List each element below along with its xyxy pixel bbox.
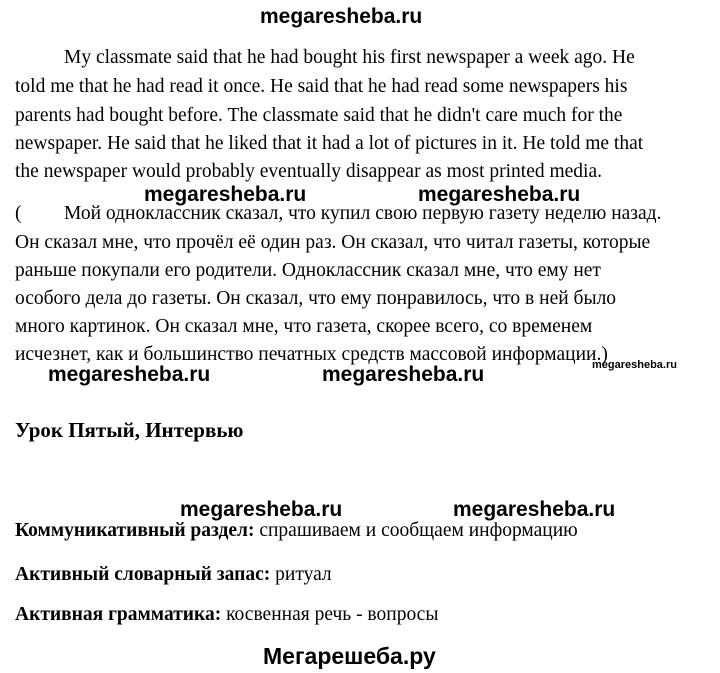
russian-open-paren: ( (15, 203, 22, 224)
watermark-lower-right: megaresheba.ru (322, 363, 485, 386)
russian-line: исчезнет, как и большинство печатных средств массовой информации.) (15, 344, 608, 365)
info-value: спрашиваем и сообщаем информацию (259, 520, 578, 541)
info-label: Активный словарный запас: (15, 564, 271, 585)
english-line: newspaper. He said that he liked that it had a lot of pictures in it. He told me that (15, 133, 644, 154)
russian-line: Мой одноклассник сказал, что купил свою первую газету неделю назад. (64, 203, 662, 224)
watermark-top: megaresheba.ru (260, 5, 423, 28)
watermark-side-small: megaresheba.ru (592, 359, 677, 371)
watermark-lower-left: megaresheba.ru (48, 363, 211, 386)
info-label: Активная грамматика: (15, 604, 222, 625)
info-row-communicative (15, 521, 578, 541)
lesson-title: Урок Пятый, Интервью (15, 418, 244, 442)
info-value: ритуал (275, 564, 332, 585)
info-row-vocabulary (15, 565, 332, 585)
watermark-mid-right: megaresheba.ru (418, 183, 581, 206)
english-line: My classmate said that he had bought his first newspaper a week ago. He (64, 47, 635, 68)
english-line: parents had bought before. The classmate said that he didn't care much for the (15, 105, 623, 126)
english-line: told me that he had read it once. He said that he had read some newspapers his (15, 76, 628, 97)
info-row-grammar (15, 605, 438, 625)
watermark-footer: Мегарешеба.ру (263, 643, 436, 669)
english-line: the newspaper would probably eventually disappear as most printed media. (15, 161, 602, 182)
russian-line: Он сказал мне, что прочёл её один раз. Он сказал, что читал газеты, которые (15, 232, 651, 253)
watermark-section-right: megaresheba.ru (453, 498, 616, 521)
russian-line: особого дела до газеты. Он сказал, что ему понравилось, что в ней было (15, 288, 617, 309)
watermark-mid-left: megaresheba.ru (144, 183, 307, 206)
russian-line: много картинок. Он сказал мне, что газета, скорее всего, со временем (15, 316, 593, 337)
info-value: косвенная речь - вопросы (226, 604, 439, 625)
russian-line: раньше покупали его родители. Одноклассник сказал мне, что ему нет (15, 260, 601, 281)
info-label: Коммуникативный раздел: (15, 520, 255, 541)
watermark-section-left: megaresheba.ru (180, 498, 343, 521)
